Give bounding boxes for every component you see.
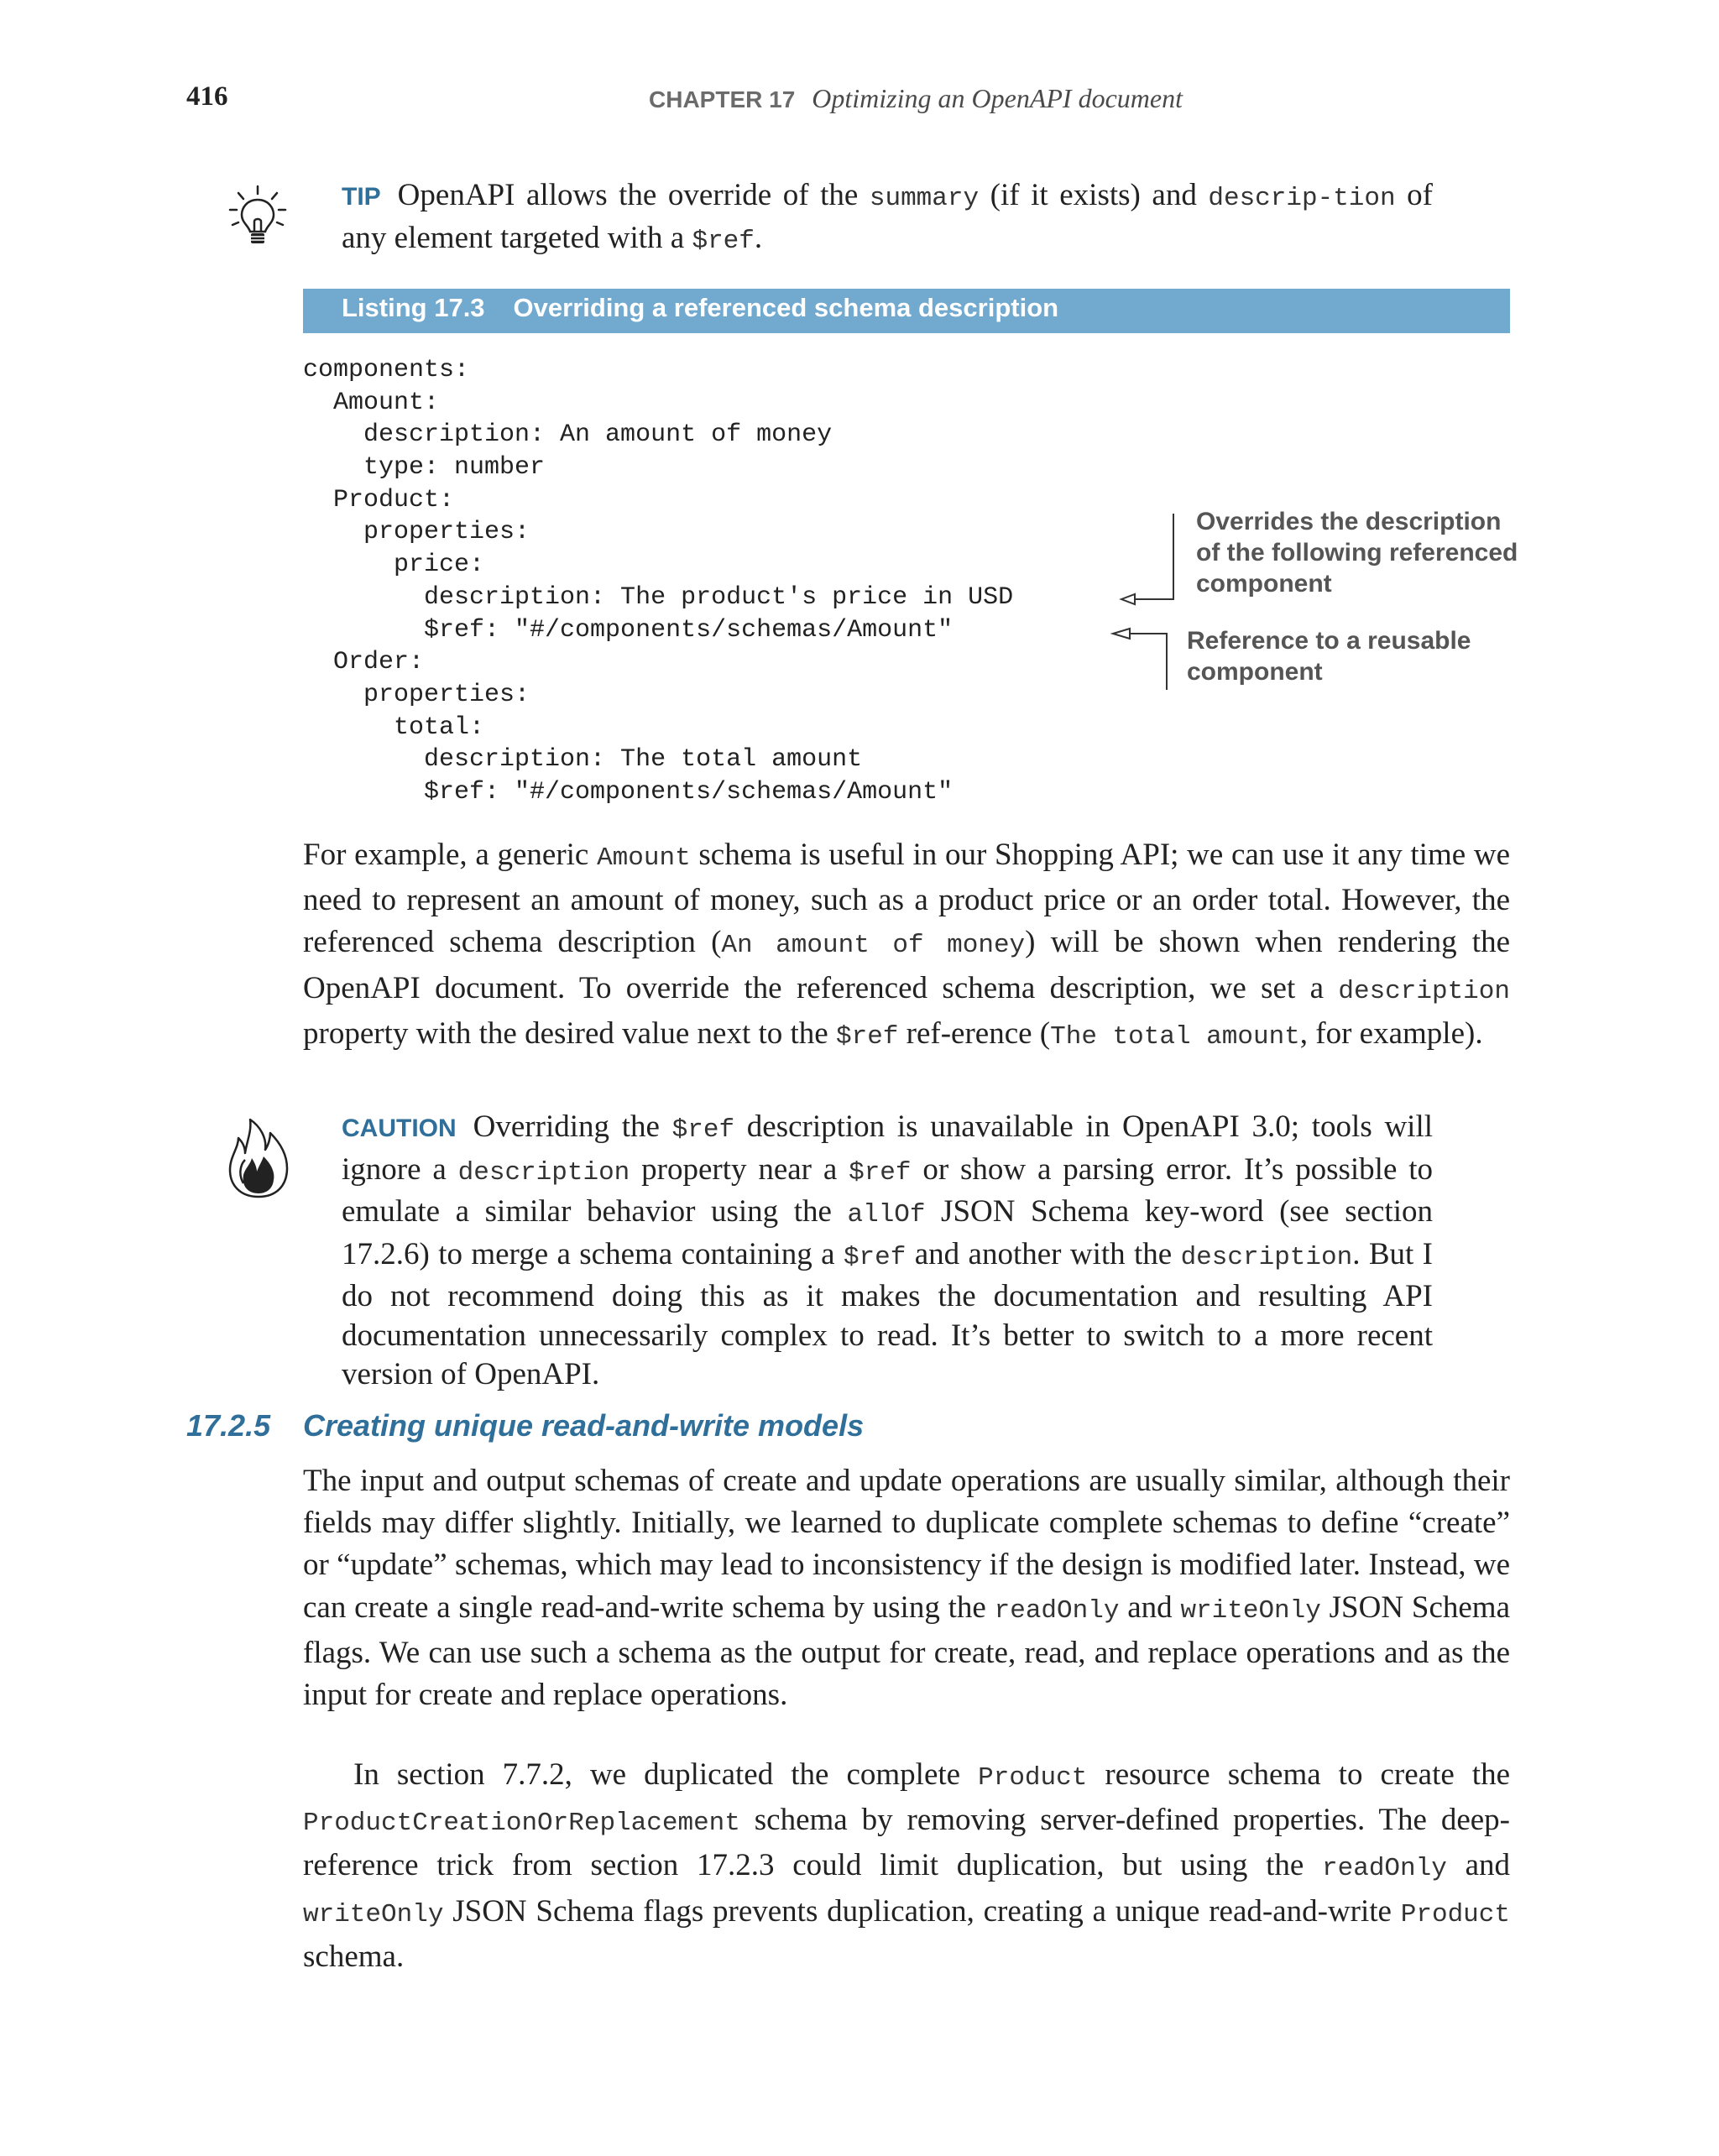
text: and (1119, 1590, 1181, 1625)
text: property near a (630, 1151, 849, 1187)
tip-note (342, 176, 1433, 261)
tip-text: . (754, 220, 763, 255)
body-paragraph (303, 1754, 1510, 1978)
inline-code: $ref (843, 1242, 907, 1272)
code-line: components: (303, 356, 470, 384)
inline-code: description (1338, 976, 1510, 1006)
listing-number: Listing 17.3 (342, 293, 485, 322)
annotation-override-description: Overrides the description of the following referenced component (1196, 508, 1518, 598)
inline-code: Product (1400, 1899, 1510, 1929)
code-line: description: The product's price in USD (303, 582, 1014, 612)
code-line: properties: (303, 518, 530, 547)
tip-label: TIP (342, 183, 381, 211)
section-number: 17.2.5 (186, 1408, 271, 1443)
inline-code: Amount (597, 843, 691, 873)
tip-text: (if it exists) and (979, 178, 1209, 212)
code-description: descrip-tion (1208, 184, 1396, 213)
text: . But I do not recommend doing this as it makes the documentation and resulting API documentation unnecessarily complex to read. It’s better to switch to a more recent version of OpenAPI. (342, 1236, 1433, 1391)
inline-code: Product (978, 1763, 1088, 1793)
text: property with the desired value next to the (303, 1015, 836, 1051)
inline-code: allOf (847, 1200, 926, 1229)
body-paragraph (303, 834, 1510, 1058)
section-title: Creating unique read-and-write models (303, 1408, 865, 1443)
text: For example, a generic (303, 838, 598, 872)
inline-code: $ref (849, 1157, 912, 1188)
text: and another with the (906, 1236, 1181, 1271)
text: and (1446, 1848, 1510, 1883)
code-line: price: (303, 551, 485, 580)
code-listing (303, 354, 1013, 809)
caution-note (342, 1108, 1433, 1395)
text: The input and output schemas of create and update operations are usually similar, although their fields may differ slightly. Initially, we learned to duplicate complete schemas to define “create” or “update” schemas, which may lead to inconsistency if the design is modified later. Instead, we can create a single read-and-write schema by using the (303, 1464, 1510, 1625)
text: schema is useful in our Shopping API; we can use it any time we need to represent an amount of money, such as a product price or an order total. However, the referenced schema description ( (303, 838, 1510, 960)
text: resource schema to create the (1087, 1757, 1510, 1792)
text: description is unavailable in OpenAPI 3.0; tools will ignore a (342, 1109, 1434, 1187)
body-paragraph (303, 1460, 1510, 1716)
inline-code: ProductCreationOrReplacement (303, 1809, 740, 1839)
code-ref: $ref (692, 226, 755, 256)
inline-code: writeOnly (303, 1899, 444, 1929)
text: JSON Schema key-word (see section 17.2.6) to merge a schema containing a (342, 1194, 1433, 1271)
running-head (649, 83, 1183, 114)
inline-code: description (1180, 1242, 1353, 1272)
text: In section 7.7.2, we duplicated the complete (353, 1757, 979, 1792)
code-line: properties: (303, 680, 530, 709)
inline-code: $ref (671, 1115, 735, 1145)
listing-caption: Overriding a referenced schema description (513, 293, 1059, 322)
code-line: type: number (303, 453, 546, 483)
code-line: description: The total amount (303, 745, 863, 775)
code-line: $ref: "#/components/schemas/Amount" (303, 615, 954, 645)
inline-code: readOnly (1322, 1854, 1447, 1884)
code-line: Order: (303, 648, 425, 677)
text: Overriding the (473, 1109, 672, 1144)
text: schema by removing server-defined properties. The deep-reference trick from section 17.2.3 could limit duplication, but using the (303, 1803, 1510, 1883)
inline-code: writeOnly (1180, 1595, 1321, 1626)
tip-text: of any element targeted with a (342, 178, 1433, 255)
listing-title (342, 293, 1058, 323)
code-line: $ref: "#/components/schemas/Amount" (303, 777, 954, 807)
code-line: Amount: (303, 388, 440, 417)
text: ref-erence ( (898, 1015, 1051, 1051)
chapter-label: CHAPTER 17 (649, 86, 796, 112)
inline-code: The total amount (1050, 1021, 1300, 1052)
annotation-reusable-reference: Reference to a reusable component (1187, 627, 1471, 686)
inline-code: An amount of money (721, 931, 1026, 961)
text: or show a parsing error. It’s possible to emulate a similar behavior using the (342, 1151, 1433, 1229)
text: JSON Schema flags. We can use such a schema as the output for create, read, and replace operations and as the input for create and replace operations. (303, 1590, 1510, 1713)
lightbulb-icon (227, 183, 289, 254)
fire-icon (227, 1116, 290, 1204)
text: schema. (303, 1939, 405, 1974)
inline-code: description (457, 1157, 630, 1188)
inline-code: $ref (835, 1021, 899, 1052)
caution-label: CAUTION (342, 1115, 457, 1142)
code-line: total: (303, 713, 485, 742)
text: JSON Schema flags prevents duplication, creating a unique read-and-write (443, 1893, 1401, 1929)
page-number: 416 (186, 81, 228, 112)
code-line: description: An amount of money (303, 420, 833, 450)
inline-code: readOnly (994, 1595, 1120, 1626)
code-summary: summary (869, 184, 980, 213)
code-line: Product: (303, 485, 455, 514)
tip-text: OpenAPI allows the override of the (397, 178, 870, 212)
text: , for example). (1299, 1015, 1483, 1051)
text: ) will be shown when rendering the OpenAPI document. To override the referenced schema description, we set a (303, 925, 1511, 1005)
chapter-title: Optimizing an OpenAPI document (812, 83, 1183, 113)
